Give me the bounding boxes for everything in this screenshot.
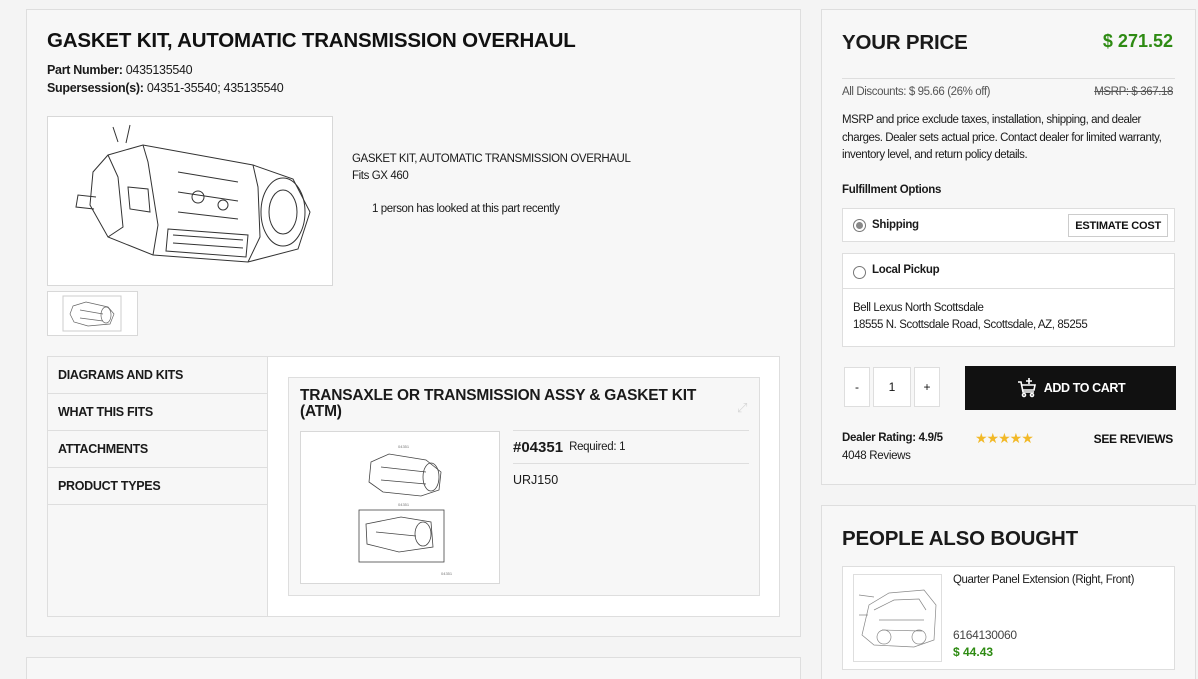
dealer-address: 18555 N. Scottsdale Road, Scottsdale, AZ, 85255 [853, 319, 1088, 331]
svg-text:04351: 04351 [398, 502, 410, 507]
dealer-rating: Dealer Rating: 4.9/5 [842, 432, 943, 444]
product-title: GASKET KIT, AUTOMATIC TRANSMISSION OVERHAUL [47, 29, 576, 52]
diagram-required: Required: 1 [569, 441, 626, 453]
supersession-line [47, 81, 283, 95]
fits-text: Fits GX 460 [352, 170, 409, 182]
fulfillment-options-label: Fulfillment Options [842, 184, 942, 196]
related-product-image[interactable] [853, 574, 942, 662]
product-tabs-panel [47, 356, 780, 617]
tab-product-types[interactable]: PRODUCT TYPES [48, 468, 267, 505]
see-reviews-link[interactable]: SEE REVIEWS [1093, 432, 1173, 446]
rating-stars-icon: ★★★★★ [975, 430, 1033, 446]
diagram-card [288, 377, 760, 596]
add-to-cart-button[interactable] [965, 366, 1176, 410]
diagram-drawing [301, 432, 499, 583]
estimate-cost-button[interactable]: ESTIMATE COST [1068, 214, 1168, 237]
part-number-line [47, 63, 192, 77]
part-number-value: 0435135540 [125, 63, 193, 77]
product-main-image[interactable] [47, 116, 333, 286]
tab-list [48, 357, 268, 616]
svg-text:04351: 04351 [441, 571, 453, 576]
people-also-bought-card [821, 505, 1196, 679]
quarter-panel-drawing [854, 575, 941, 661]
reviews-count: 4048 Reviews [842, 450, 911, 462]
shipping-radio[interactable] [853, 219, 866, 232]
product-thumbnail[interactable] [47, 291, 138, 336]
related-product-item[interactable] [842, 566, 1175, 670]
diagram-info [513, 430, 749, 487]
product-price: $ 271.52 [1102, 31, 1173, 51]
shipping-option[interactable] [842, 208, 1175, 242]
related-product-number: 6164130060 [953, 628, 1017, 642]
diagram-model-code: URJ150 [513, 473, 559, 487]
related-product-price: $ 44.43 [953, 645, 994, 659]
expand-icon[interactable]: ⤢ [737, 400, 748, 415]
svg-text:04351: 04351 [398, 444, 410, 449]
cart-plus-icon [1016, 377, 1038, 399]
shipping-label: Shipping [872, 219, 919, 231]
related-product-name[interactable]: Quarter Panel Extension (Right, Front) [953, 574, 1135, 586]
product-description [352, 151, 630, 185]
price-card [821, 9, 1196, 485]
product-card [26, 9, 801, 637]
diagram-image[interactable] [300, 431, 500, 584]
quantity-input[interactable] [873, 367, 911, 407]
diagram-ref-row [513, 430, 749, 464]
local-pickup-label: Local Pickup [872, 264, 940, 276]
local-pickup-option[interactable] [842, 253, 1175, 347]
tab-diagrams-and-kits[interactable]: DIAGRAMS AND KITS [48, 357, 267, 394]
price-divider [842, 78, 1175, 79]
lower-section-card [26, 657, 801, 679]
people-also-bought-heading: PEOPLE ALSO BOUGHT [842, 527, 1078, 550]
tab-what-this-fits[interactable]: WHAT THIS FITS [48, 394, 267, 431]
transmission-drawing [48, 117, 332, 285]
price-disclaimer: MSRP and price exclude taxes, installation, shipping, and dealer charges. Dealer sets actual price. Contact dealer for limited warranty, inventory level, and return policy details. [842, 114, 1162, 161]
recent-views-text: 1 person has looked at this part recently [372, 203, 560, 215]
pickup-divider [843, 288, 1174, 289]
supersession-value: 04351-35540; 435135540 [146, 81, 284, 95]
dealer-name: Bell Lexus North Scottsdale [853, 302, 984, 314]
supersession-label: Supersession(s): [47, 81, 144, 95]
discounts-text: All Discounts: $ 95.66 (26% off) [842, 86, 991, 98]
tab-attachments[interactable]: ATTACHMENTS [48, 431, 267, 468]
quantity-decrease-button[interactable]: - [844, 367, 870, 407]
add-to-cart-label: ADD TO CART [1043, 381, 1126, 395]
local-pickup-radio[interactable] [853, 266, 866, 279]
part-number-label: Part Number: [47, 63, 123, 77]
quantity-increase-button[interactable]: + [914, 367, 940, 407]
your-price-heading: YOUR PRICE [842, 31, 968, 54]
description-text: GASKET KIT, AUTOMATIC TRANSMISSION OVERHAUL [352, 153, 631, 165]
diagram-ref-number[interactable]: #04351 [513, 438, 564, 456]
msrp-text: MSRP: $ 367.18 [1094, 86, 1173, 98]
thumbnail-drawing [48, 292, 137, 335]
diagram-title[interactable]: TRANSAXLE OR TRANSMISSION ASSY & GASKET KIT (ATM) [300, 387, 697, 420]
